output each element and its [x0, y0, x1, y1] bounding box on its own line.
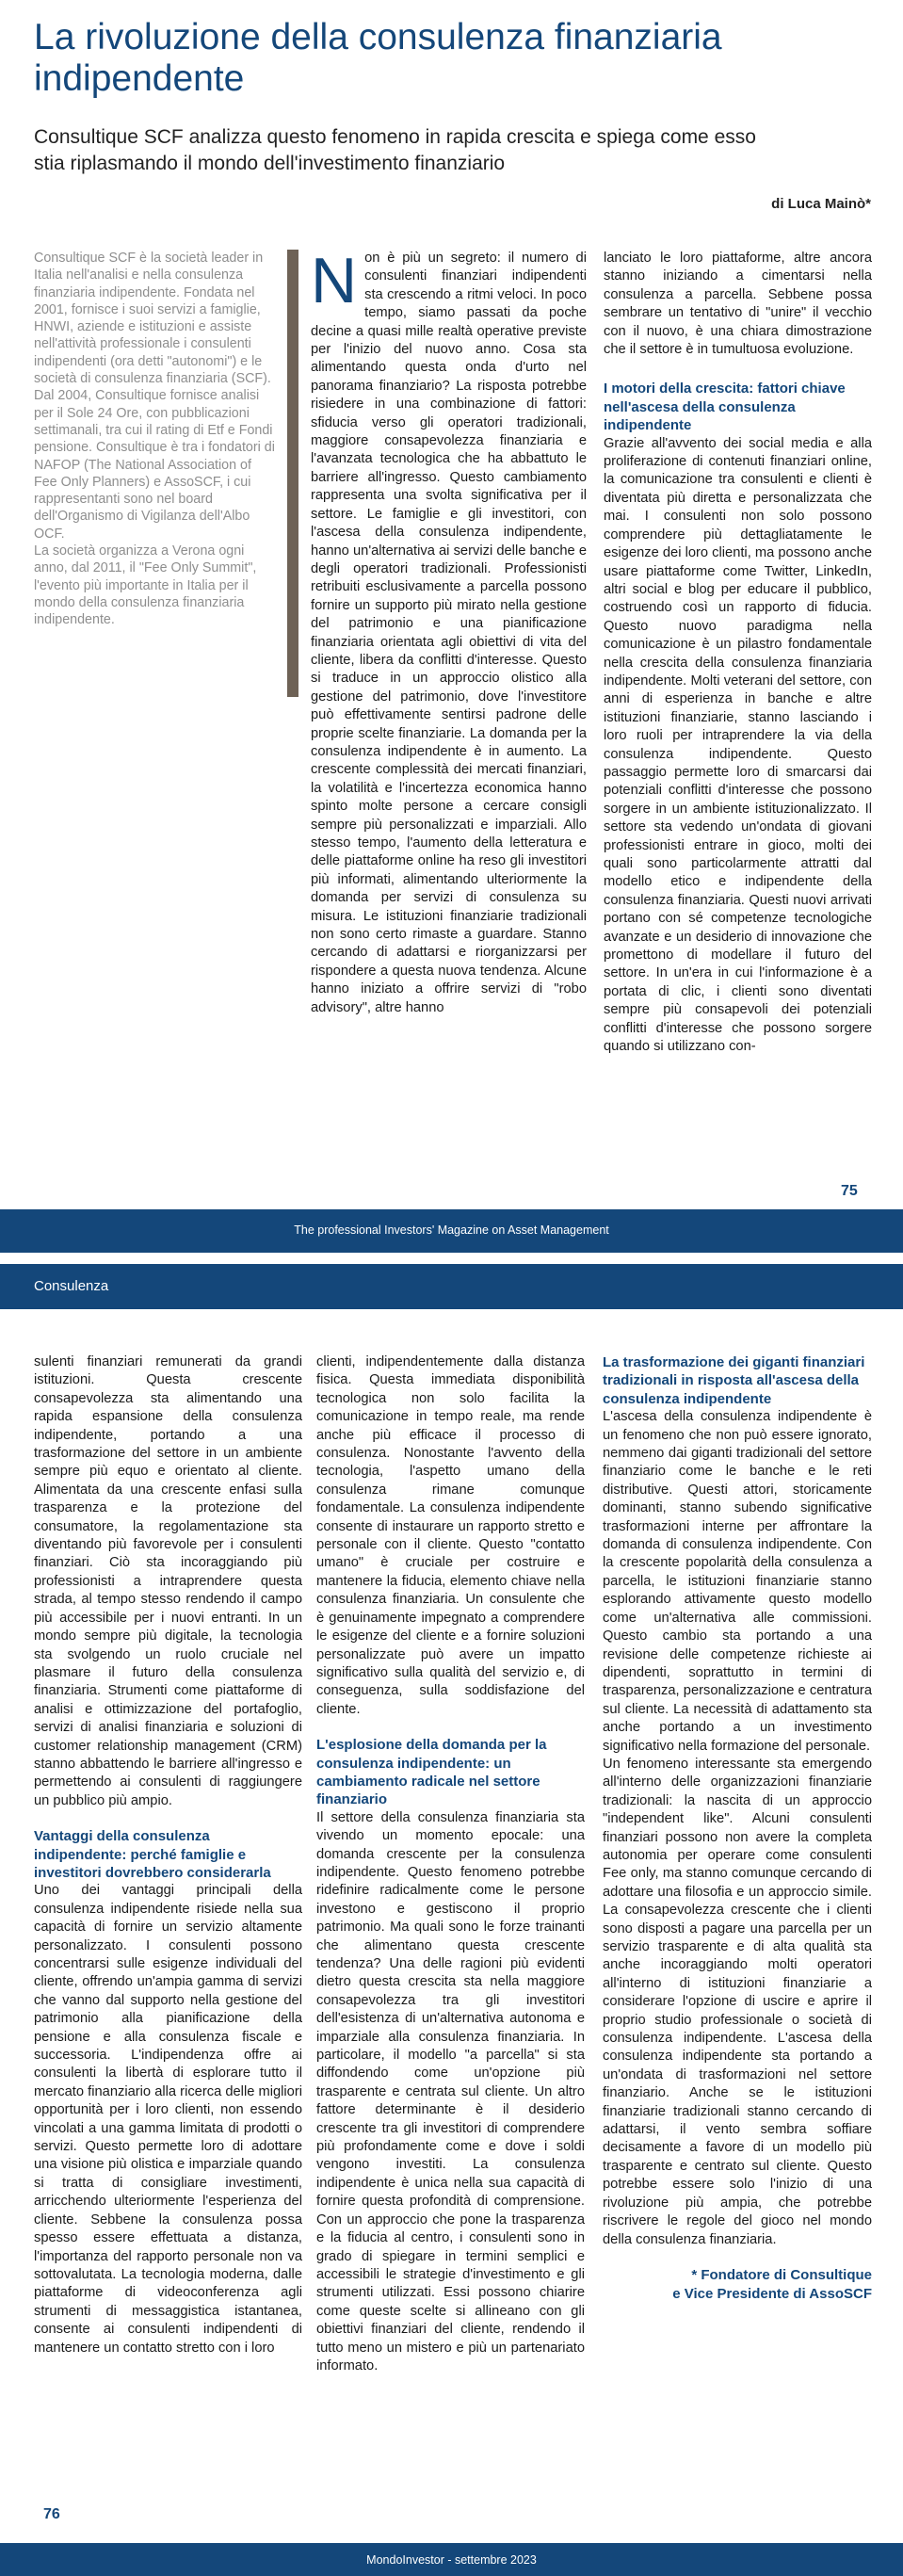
section-label: Consulenza: [34, 1278, 109, 1294]
body-paragraph: Un fenomeno interessante sta emergendo all'interno delle organizzazioni finanziarie tradizionali: la nascita di un approccio "independent like". Alcuni consulenti finanziari possono non avere la completa autonomia per operare come consulenti Fee only, ma stanno comunque cercando di adottare una filosofia e un approccio simile. La consapevolezza crescente che i clienti sono disposti a pagare una parcella per un servizio trasparente e di alta qualità sta anche incoraggiando molti operatori all'interno di istituzioni finanziarie a considerare l'opzione di uscire e aprire il proprio studio professionale o società di consulenza indipendente. L'ascesa della consulenza indipendente sta portando a un'ondata di trasformazioni nel settore finanziario. Anche se le istituzioni finanziarie tradizionali stanno cercando di adattarsi, il vento sembra soffiare decisamente a favore di un modello più trasparente e centrato sul cliente. Questo potrebbe essere solo l'inizio di una rivoluzione più ampia, che potrebbe riscrivere le regole del gioco nel mondo della consulenza finanziaria.: [603, 1756, 872, 2247]
page-number: 75: [841, 1183, 858, 1199]
article-subtitle: Consultique SCF analizza questo fenomeno in rapida crescita e spiega come esso stia riplasmando il mondo dell'investimento finanziario: [34, 126, 756, 174]
article-column-2: [316, 1353, 585, 2375]
author-footnote: [603, 2266, 872, 2304]
section-header-band: [0, 1264, 903, 1309]
body-paragraph: Grazie all'avvento dei social media e alla proliferazione di contenuti finanziari online, la comunicazione tra consulenti e clienti è diventata più diretta e personalizzata che mai. I consulenti non solo possono comprendere più dettagliatamente le esigenze dei loro clienti, ma possono anche usare piattaforme come Twitter, LinkedIn, altri social e blog per educare il pubblico, costruendo così un rapporto di fiducia. Questo nuovo paradigma nella comunicazione è un pilastro fondamentale nella crescita della consulenza finanziaria indipendente. Molti veterani del settore, con anni di esperienza in banche e altre istituzioni finanziarie, stanno lasciando i loro ruoli per intraprendere la via della consulenza indipendente. Questo passaggio permette loro di smarcarsi dai potenziali conflitti d'interesse che possono sorgere in un ambiente istituzionalizzato. Il settore sta vedendo un'ondata di giovani professionisti entrare in gioco, molti dei quali sono particolarmente attratti dal modello etico e indipendente della consulenza finanziaria. Questi nuovi arrivati portano con sé competenze tecnologiche avanzate e un desiderio di innovazione che promettono di modellare il futuro del settore. In un'era in cui l'informazione è a portata di clic, i clienti sono diventati sempre più consapevoli dei potenziali conflitti d'interesse che possono sorgere quando si utilizzano con-: [604, 435, 872, 1055]
page-separator: [0, 1253, 903, 1264]
article-column-1: [34, 1353, 302, 2357]
section-heading: L'esplosione della domanda per la consulenza indipendente: un cambiamento radicale nel settore finanziario: [316, 1737, 547, 1808]
body-paragraph: on è più un segreto: il numero di consulenti finanziari indipendenti sta crescendo a ritmi veloci. In poco tempo, siamo passati da poche decine a quasi mille realtà operative previste per l'inizio del nuovo anno. Cosa sta alimentando questa onda d'urto nel panorama finanziario? La risposta potrebbe risiedere in una combinazione di fattori: sfiducia verso gli operatori tradizionali, maggiore consapevolezza finanziaria e l'avanzata tecnologica che ha abbattuto le barriere all'ingresso. Questo cambiamento rappresenta una svolta significativa per il settore. Le famiglie e gli investitori, con l'ascesa della consulenza indipendente, hanno un'alternativa ai servizi delle banche e degli operatori tradizionali. Professionisti retribuiti esclusivamente a parcella possono fornire un supporto più mirato nella gestione del patrimonio e una pianificazione finanziaria orientata agli obiettivi di vita del cliente, libera da conflitti d'interesse. Questo si traduce in un approccio olistico alla gestione del patrimonio, dove l'investitore può effettivamente sentirsi padrone delle proprie scelte finanziarie. La domanda per la consulenza indipendente è in aumento. La crescente complessità dei mercati finanziari, la volatilità e l'incertezza economica hanno spinto molte persone a cercare consigli sempre più personalizzati e imparziali. Allo stesso tempo, l'aumento della letteratura e delle piattaforme online ha reso gli investitori più informati, alimentando ulteriormente la domanda per servizi di consulenza su misura. Le istituzioni finanziarie tradizionali non sono certo rimaste a guardare. Stanno cercando di adattarsi e riorganizzarsi per rispondere a questa nuova tendenza. Alcune hanno iniziato a offrire servizi di "robo advisory", altre hanno: [311, 251, 587, 1015]
footer-band: [0, 1209, 903, 1253]
body-paragraph: sulenti finanziari remunerati da grandi istituzioni. Questa crescente consapevolezza sta alimentando una rapida espansione della consulenza indipendente, portando a una trasformazione del settore in un ambiente sempre più equo e orientato al cliente. Alimentata da una crescente enfasi sulla trasparenza e la protezione del consumatore, la regolamentazione sta diventando più favorevole per i consulenti finanziari. Ciò sta incoraggiando più professionisti a intraprendere questa strada, al tempo stesso rendendo il campo più accessibile per i nuovi entranti. In un mondo sempre più digitale, la tecnologia sta svolgendo un ruolo cruciale nel plasmare il futuro della consulenza finanziaria. Strumenti come piattaforme di analisi e ottimizzazione del portafoglio, servizi di analisi finanziaria e soluzioni di customer relationship management (CRM) stanno abbattendo le barriere all'ingresso e permettendo ai consulenti di raggiungere un pubblico più ampio.: [34, 1354, 302, 1808]
article-column-3: [603, 1353, 872, 2304]
section-heading: I motori della crescita: fattori chiave nell'ascesa della consulenza indipendente: [604, 381, 846, 434]
footnote-line: * Fondatore di Consultique: [691, 2266, 872, 2283]
drop-cap: N: [311, 245, 358, 316]
sidebar-divider-bar: [287, 250, 298, 697]
sidebar-paragraph: Consultique SCF è la società leader in Italia nell'analisi e nella consulenza finanziaria indipendente. Fondata nel 2001, fornisce i suoi servizi a famiglie, HNWI, aziende e istituzioni e assiste nell'attività professionale i consulenti indipendenti (ora detti "autonomi") e le società di consulenza finanziaria (SCF). Dal 2004, Consultique fornisce analisi per il Sole 24 Ore, con pubblicazioni settimanali, tra cui il rating di Etf e Fondi pensione. Consultique è tra i fondatori di NAFOP (The National Association of Fee Only Planners) e AssoSCF, i cui rappresentanti sono nel board dell'Organismo di Vigilanza dell'Albo OCF.: [34, 251, 275, 542]
body-paragraph: lanciato le loro piattaforme, altre ancora stanno iniziando a cimentarsi nella consulenza a parcella. Sebbene possa sembrare un tentativo di "unire" il vecchio con il nuovo, è una chiara dimostrazione che il settore è in tumultuosa evoluzione.: [604, 251, 872, 358]
body-paragraph: clienti, indipendentemente dalla distanza fisica. Questa immediata disponibilità tecnologica non solo facilita la comunicazione in tempo reale, ma rende anche più efficace il processo di consulenza. Nonostante l'avvento della tecnologia, l'aspetto umano della consulenza rimane comunque fondamentale. La consulenza indipendente consente di instaurare un rapporto stretto e personale con il cliente. Questo "contatto umano" è cruciale per costruire e mantenere la fiducia, elemento chiave nella consulenza finanziaria. Un consulente che è genuinamente impegnato a comprendere le esigenze del cliente e a fornire soluzioni personalizzate può avere un impatto significativo sulla qualità del servizio e, di conseguenza, sulla soddisfazione del cliente.: [316, 1354, 585, 1717]
footer-band: [0, 2543, 903, 2576]
footnote-line: e Vice Presidente di AssoSCF: [672, 2285, 872, 2302]
sidebar-paragraph: La società organizza a Verona ogni anno, dal 2011, il "Fee Only Summit", l'evento più importante in Italia per il mondo della consulenza finanziaria indipendente.: [34, 543, 257, 628]
article-column-2: [604, 250, 872, 1056]
section-heading: Vantaggi della consulenza indipendente: perché famiglie e investitori dovrebbero considerarla: [34, 1828, 271, 1881]
company-sidebar: [34, 250, 277, 629]
body-paragraph: Uno dei vantaggi principali della consulenza indipendente risiede nella sua capacità di fornire un servizio altamente personalizzato. I consulenti possono concentrarsi sulle esigenze individuali del cliente, offrendo un'ampia gamma di servizi che vanno dal supporto nella gestione del patrimonio alla pianificazione della pensione e alla consulenza fiscale e successoria. L'indipendenza offre ai consulenti la libertà di esplorare tutto il mercato finanziario alla ricerca delle migliori opportunità per i loro clienti, non essendo vincolati a una gamma limitata di prodotti o servizi. Questo permette loro di adottare una visione più olistica e imparziale quando si tratta di consigliare investimenti, arricchendo ulteriormente l'esperienza del cliente. Sebbene la consulenza possa spesso essere effettuata a distanza, l'importanza del rapporto personale non va sottovalutata. La tecnologia moderna, dalle piattaforme di videoconferenza agli strumenti di messaggistica istantanea, consente ai consulenti indipendenti di mantenere un contatto stretto con i loro: [34, 1883, 302, 2356]
body-paragraph: Il settore della consulenza finanziaria sta vivendo un momento epocale: una domanda crescente per la consulenza indipendente. Questo fenomeno potrebbe ridefinire radicalmente come le persone investono e gestiscono il proprio patrimonio. Ma quali sono le forze trainanti che alimentano questa crescente tendenza? Una delle ragioni più evidenti dietro questa crescita sta nella maggiore consapevolezza tra gli investitori dell'esistenza di un'alternativa autonoma e imparziale alla consulenza finanziaria. In particolare, il modello "a parcella" si sta diffondendo come un'opzione più trasparente e centrata sul cliente. Un altro fattore determinante è il desiderio crescente tra gli investitori di comprendere più profondamente come e dove i soldi vengono investiti. La consulenza indipendente è unica nella sua capacità di fornire questa profondità di comprensione. Con un approccio che pone la trasparenza e la fiducia al centro, i consulenti sono in grado di spiegare in termini semplici e accessibili le strategie d'investimento e gli strumenti utilizzati. Essi possono chiarire come queste scelte si allineano con gli obiettivi finanziari del cliente, rendendo il tutto meno un mistero e più un partenariato informato.: [316, 1809, 585, 2373]
author-byline: di Luca Mainò*: [771, 196, 871, 212]
magazine-issue: MondoInvestor - settembre 2023: [366, 2553, 537, 2567]
page-number: 76: [43, 2506, 60, 2522]
magazine-tagline: The professional Investors' Magazine on Asset Management: [294, 1223, 609, 1237]
article-title: La rivoluzione della consulenza finanziaria indipendente: [34, 17, 722, 99]
body-paragraph: L'ascesa della consulenza indipendente è un fenomeno che non può essere ignorato, nemmeno dai giganti tradizionali del settore finanziario come le banche e le reti distributive. Questi attori, storicamente dominanti, stanno subendo significative trasformazioni interne per affrontare la domanda di consulenza indipendente. Con la crescente popolarità della consulenza a parcella, le istituzioni finanziarie stanno esplorando attivamente questo modello come un'alternativa alle commissioni. Questo cambio sta portando a una revisione delle competenze richieste ai dipendenti, soprattutto in termini di trasparenza, personalizzazione e centratura sul cliente. La necessità di adattamento sta anche portando a un investimento significativo nella formazione del personale.: [603, 1409, 872, 1754]
article-column-1: [311, 245, 587, 1017]
section-heading: La trasformazione dei giganti finanziari tradizionali in risposta all'ascesa della consulenza indipendente: [603, 1354, 865, 1407]
